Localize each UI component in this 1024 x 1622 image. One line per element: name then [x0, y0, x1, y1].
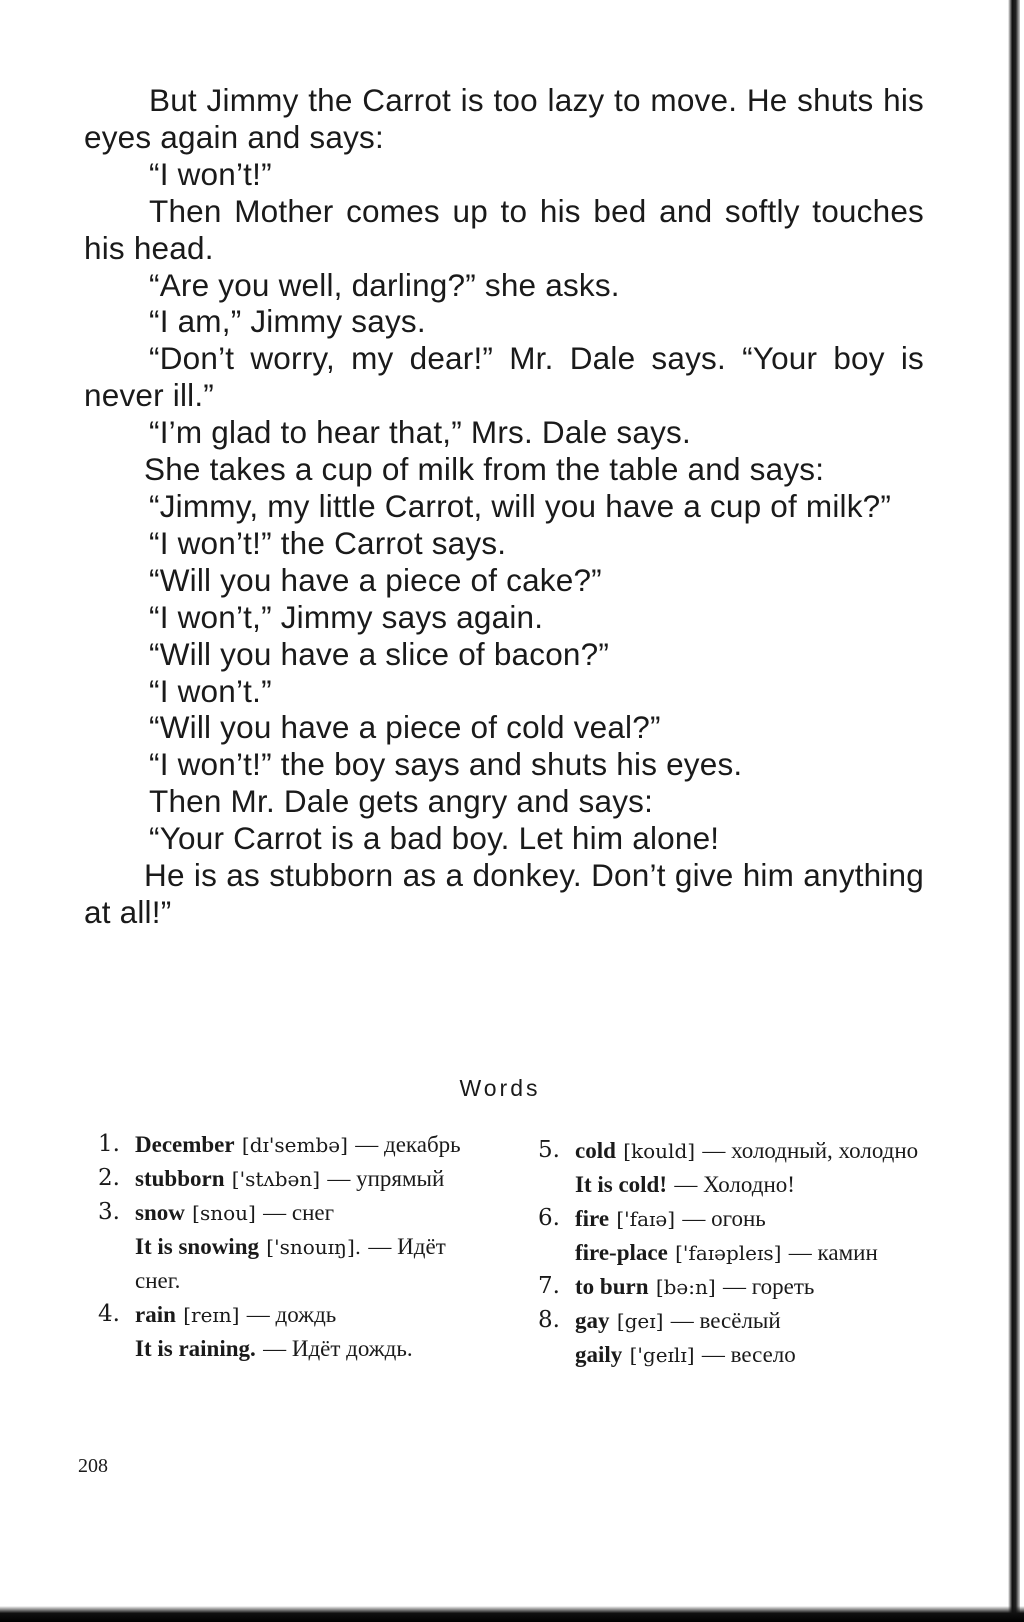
paragraph: “I won’t,” Jimmy says again. [149, 598, 544, 635]
russian-translation: — холодный, холодно [702, 1138, 919, 1163]
vocabulary-entry [98, 1128, 483, 1162]
english-word: fire [575, 1206, 610, 1231]
vocabulary-entry [98, 1196, 483, 1298]
example-english: gaily [575, 1342, 623, 1367]
example-english: It is snowing [135, 1234, 259, 1259]
example-translation: — Идёт дождь. [263, 1336, 413, 1361]
transcription: [snou] [192, 1201, 256, 1225]
example-phrase [135, 1230, 483, 1298]
vocabulary-entry [538, 1304, 928, 1372]
entry-number: 5. [538, 1137, 560, 1163]
entry-number: 6. [538, 1205, 560, 1231]
story-text [84, 82, 924, 931]
entry-number: 1. [98, 1131, 120, 1157]
transcription: [dɪ'sembə] [241, 1133, 348, 1157]
example-translation: — Холодно! [674, 1172, 795, 1197]
english-word: December [135, 1132, 235, 1157]
transcription: [geɪ] [616, 1309, 664, 1333]
paragraph: She takes a cup of milk from the table and says: [144, 451, 825, 488]
english-word: snow [135, 1200, 185, 1225]
russian-translation: — весёлый [670, 1308, 781, 1333]
vocabulary-entry [538, 1134, 928, 1202]
words-heading: Words [459, 1075, 541, 1101]
paragraph: Then Mr. Dale gets angry and says: [149, 783, 654, 820]
example-english: fire-place [575, 1240, 668, 1265]
vocabulary-entry [98, 1298, 483, 1366]
vocabulary-entry [98, 1162, 483, 1196]
vocabulary-column-left [98, 1128, 483, 1366]
transcription: ['faɪə] [616, 1207, 676, 1231]
entry-number: 4. [98, 1301, 120, 1327]
paragraph: “I’m glad to hear that,” Mrs. Dale says. [149, 414, 691, 451]
transcription: [kould] [623, 1139, 696, 1163]
vocabulary-entry [538, 1202, 928, 1270]
russian-translation: — упрямый [327, 1166, 445, 1191]
paragraph: “Are you well, darling?” she asks. [149, 266, 620, 303]
entry-number: 8. [538, 1307, 560, 1333]
page-edge-shadow [1008, 0, 1020, 1622]
russian-translation: — дождь [246, 1302, 337, 1327]
example-translation: — весело [701, 1342, 796, 1367]
page-bottom-shadow [0, 1606, 1024, 1622]
paragraph: “Will you have a piece of cake?” [149, 561, 602, 598]
paragraph: “I won’t.” [149, 672, 272, 709]
example-transcription: ['geɪlɪ] [629, 1343, 695, 1367]
paragraph: “I won’t!” [149, 155, 272, 192]
entry-number: 7. [538, 1273, 560, 1299]
transcription: [reɪn] [183, 1303, 240, 1327]
example-phrase [575, 1338, 928, 1372]
example-phrase [575, 1168, 928, 1202]
english-word: gay [575, 1308, 610, 1333]
english-word: to burn [575, 1274, 649, 1299]
russian-translation: — огонь [682, 1206, 766, 1231]
paragraph: “I won’t!” the Carrot says. [149, 524, 507, 561]
entry-number: 3. [98, 1199, 120, 1225]
transcription: ['stʌbən] [231, 1167, 321, 1191]
paragraph: “I won’t!” the boy says and shuts his eyes. [149, 746, 743, 783]
russian-translation: — снег [263, 1200, 335, 1225]
example-phrase [135, 1332, 483, 1366]
example-english: It is raining. [135, 1336, 256, 1361]
vocabulary-entry [538, 1270, 928, 1304]
paragraph: Then Mother comes up to his bed and softly touches his head. [84, 192, 924, 266]
paragraph: “Your Carrot is a bad boy. Let him alone! [149, 820, 720, 857]
example-translation: — камин [788, 1240, 878, 1265]
example-phrase [575, 1236, 928, 1270]
paragraph: He is as stubborn as a donkey. Don’t give him anything at all!” [84, 857, 924, 930]
entry-number: 2. [98, 1165, 120, 1191]
russian-translation: — гореть [723, 1274, 815, 1299]
vocabulary-column-right [538, 1134, 928, 1372]
russian-translation: — декабрь [355, 1132, 461, 1157]
paragraph: “I am,” Jimmy says. [149, 303, 426, 340]
english-word: cold [575, 1138, 616, 1163]
example-translation: — Идёт снег. [135, 1234, 446, 1293]
page-number: 208 [78, 1455, 108, 1477]
transcription: [bə:n] [655, 1275, 716, 1299]
english-word: stubborn [135, 1166, 225, 1191]
paragraph: “Jimmy, my little Carrot, will you have a cup of milk?” [149, 487, 892, 524]
example-transcription: ['snouɪŋ]. [266, 1235, 362, 1259]
paragraph: But Jimmy the Carrot is too lazy to move. He shuts his eyes again and says: [84, 82, 924, 155]
example-english: It is cold! [575, 1172, 667, 1197]
example-transcription: ['faɪəpleɪs] [675, 1241, 782, 1265]
paragraph: “Will you have a slice of bacon?” [149, 635, 610, 672]
paragraph: “Don’t worry, my dear!” Mr. Dale says. “Your boy is never ill.” [84, 340, 924, 414]
paragraph: “Will you have a piece of cold veal?” [149, 709, 661, 746]
english-word: rain [135, 1302, 176, 1327]
